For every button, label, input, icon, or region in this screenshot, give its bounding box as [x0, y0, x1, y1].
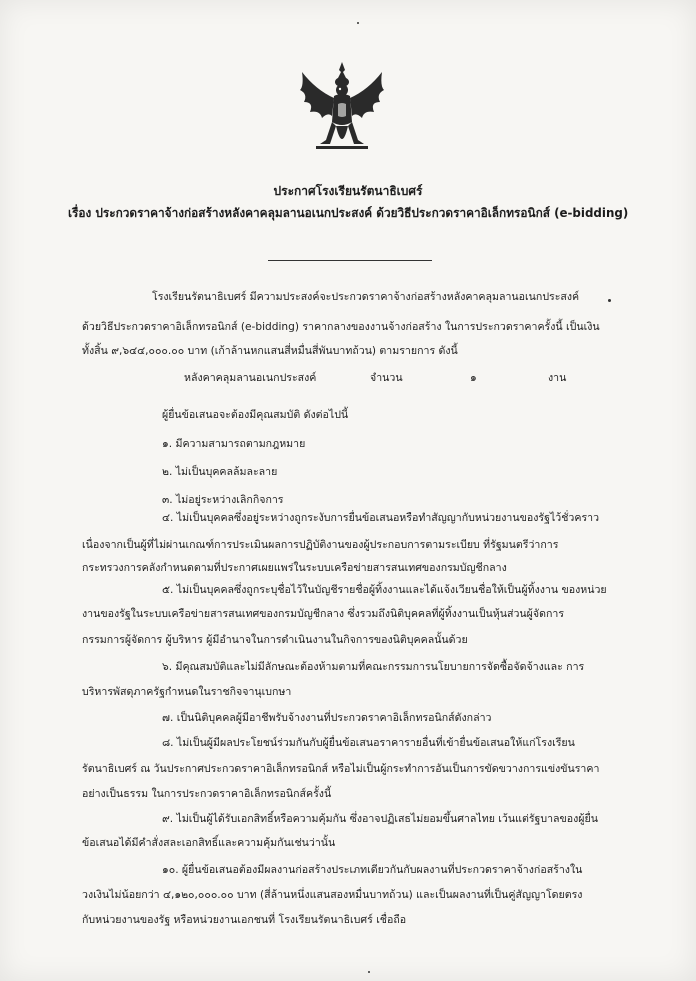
body-line: ข้อเสนอได้มีคำสั่งสละเอกสิทธิ์และความคุ้มกันเช่นว่านั้น	[82, 837, 336, 849]
body-line: บริหารพัสดุภาครัฐกำหนดในราชกิจจานุเบกษา	[82, 686, 292, 698]
document-subject: เรื่อง ประกวดราคาจ้างก่อสร้างหลังคาคลุมลานอเนกประสงค์ ด้วยวิธีประกวดราคาอิเล็กทรอนิกส์ (e-bidding)	[67, 206, 629, 220]
divider	[268, 260, 432, 261]
item-qty: ๑	[470, 372, 477, 384]
body-line: งานของรัฐในระบบเครือข่ายสารสนเทศของกรมบัญชีกลาง ซึ่งรวมถึงนิติบุคคลที่ผู้ทิ้งงานเป็นหุ้นส่วนผู้จัดการ	[82, 608, 565, 620]
body-line: กระทรวงการคลังกำหนดตามที่ประกาศเผยแพร่ในระบบเครือข่ายสารสนเทศของกรมบัญชีกลาง	[82, 562, 507, 574]
body-line: เนื่องจากเป็นผู้ที่ไม่ผ่านเกณฑ์การประเมินผลการปฏิบัติงานของผู้ประกอบการตามระเบียบ ที่รัฐมนตรีว่าการ	[82, 539, 559, 551]
body-line: อย่างเป็นธรรม ในการประกวดราคาอิเล็กทรอนิกส์ครั้งนี้	[82, 788, 332, 800]
body-line: ๒. ไม่เป็นบุคคลล้มละลาย	[162, 466, 278, 478]
document-title: ประกาศโรงเรียนรัตนาธิเบศร์	[273, 184, 423, 198]
body-line: วงเงินไม่น้อยกว่า ๔,๑๒๐,๐๐๐.๐๐ บาท (สี่ล้านหนึ่งแสนสองหมื่นบาทถ้วน) และเป็นผลงานที่เป็นคู่สัญญาโดยตรง	[82, 889, 583, 901]
body-line: ๖. มีคุณสมบัติและไม่มีลักษณะต้องห้ามตามที่คณะกรรมการนโยบายการจัดซื้อจัดจ้างและ การ	[162, 661, 585, 673]
body-line: ๑. มีความสามารถตามกฎหมาย	[162, 438, 306, 450]
body-line: ๙. ไม่เป็นผู้ได้รับเอกสิทธิ์หรือความคุ้มกัน ซึ่งอาจปฏิเสธไม่ยอมขึ้นศาลไทย เว้นแต่รัฐบาลของผู้ยื่น	[162, 813, 598, 825]
body-line: ผู้ยื่นข้อเสนอจะต้องมีคุณสมบัติ ดังต่อไปนี้	[162, 409, 349, 421]
speck	[608, 299, 611, 302]
body-line: ๓. ไม่อยู่ระหว่างเลิกกิจการ	[162, 494, 284, 506]
item-unit: งาน	[548, 372, 567, 384]
body-line: ๗. เป็นนิติบุคคลผู้มีอาชีพรับจ้างงานที่ประกวดราคาอิเล็กทรอนิกส์ดังกล่าว	[162, 712, 492, 724]
speck	[368, 971, 370, 973]
body-line: ๔. ไม่เป็นบุคคลซึ่งอยู่ระหว่างถูกระงับการยื่นข้อเสนอหรือทำสัญญากับหน่วยงานของรัฐไว้ชั่วคราว	[162, 512, 600, 524]
speck	[357, 22, 359, 24]
body-line: ทั้งสิ้น ๙,๖๔๔,๐๐๐.๐๐ บาท (เก้าล้านหกแสนสี่หมื่นสี่พันบาทถ้วน) ตามรายการ ดังนี้	[82, 345, 458, 357]
body-line: กับหน่วยงานของรัฐ หรือหน่วยงานเอกชนที่ โรงเรียนรัตนาธิเบศร์ เชื่อถือ	[82, 914, 407, 926]
garuda-emblem-icon	[296, 60, 388, 156]
body-line: กรรมการผู้จัดการ ผู้บริหาร ผู้มีอำนาจในการดำเนินงานในกิจการของนิติบุคคลนั้นด้วย	[82, 634, 468, 646]
item-qty-label: จำนวน	[370, 372, 403, 384]
body-line: ๘. ไม่เป็นผู้มีผลประโยชน์ร่วมกันกับผู้ยื่นข้อเสนอราคารายอื่นที่เข้ายื่นข้อเสนอให้แก่โรงเรียน	[162, 737, 575, 749]
body-line: ๕. ไม่เป็นบุคคลซึ่งถูกระบุชื่อไว้ในบัญชีรายชื่อผู้ทิ้งงานและได้แจ้งเวียนชื่อให้เป็นผู้ทิ้งงาน ของหน่วย	[162, 584, 607, 596]
body-line: โรงเรียนรัตนาธิเบศร์ มีความประสงค์จะประกวดราคาจ้างก่อสร้างหลังคาคลุมลานอเนกประสงค์	[152, 291, 580, 303]
body-line: ๑๐. ผู้ยื่นข้อเสนอต้องมีผลงานก่อสร้างประเภทเดียวกันกับผลงานที่ประกวดราคาจ้างก่อสร้างใน	[162, 864, 583, 876]
item-name: หลังคาคลุมลานอเนกประสงค์	[184, 372, 317, 384]
body-line: รัตนาธิเบศร์ ณ วันประกาศประกวดราคาอิเล็กทรอนิกส์ หรือไม่เป็นผู้กระทำการอันเป็นการขัดขวางการแข่งขันราคา	[82, 763, 600, 775]
body-line: ด้วยวิธีประกวดราคาอิเล็กทรอนิกส์ (e-bidding) ราคากลางของงานจ้างก่อสร้าง ในการประกวดราคาครั้งนี้ เป็นเงิน	[82, 321, 600, 333]
